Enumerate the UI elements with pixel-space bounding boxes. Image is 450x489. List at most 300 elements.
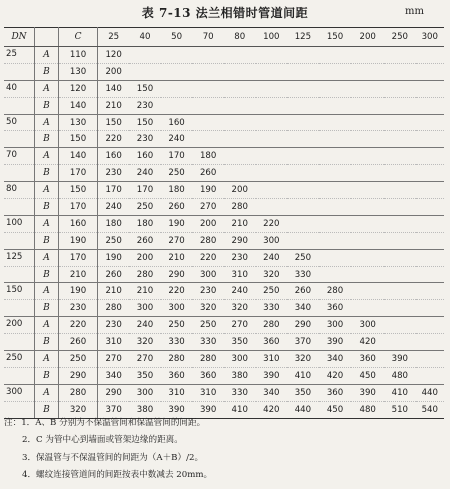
table-row — [4, 114, 444, 131]
spacing-cell: 230 — [98, 165, 130, 182]
type-cell: A — [34, 317, 58, 334]
spacing-cell — [192, 131, 224, 148]
c-value-cell: 160 — [58, 215, 97, 232]
spacing-cell — [256, 165, 288, 182]
c-value-cell: 280 — [58, 384, 97, 401]
spacing-cell — [224, 97, 256, 114]
spacing-cell: 360 — [319, 384, 352, 401]
spacing-cell: 320 — [129, 334, 161, 351]
spacing-cell — [256, 63, 288, 80]
dn-cell: 300 — [4, 384, 34, 401]
dn-cell: 100 — [4, 215, 34, 232]
type-cell: A — [34, 47, 58, 64]
type-cell: B — [34, 131, 58, 148]
spacing-cell: 210 — [161, 249, 193, 266]
spacing-cell: 480 — [351, 401, 384, 418]
type-cell: A — [34, 114, 58, 131]
spacing-cell: 300 — [161, 300, 193, 317]
spacing-cell — [351, 215, 384, 232]
spacing-cell: 440 — [287, 401, 319, 418]
spacing-cell — [416, 199, 444, 216]
c-value-cell: 190 — [58, 232, 97, 249]
note-line: 2．C 为管中心到墙面或管架边缘的距离。 — [22, 435, 183, 446]
spacing-cell — [161, 47, 193, 64]
spacing-cell: 320 — [256, 266, 288, 283]
spacing-cell: 330 — [224, 384, 256, 401]
spacing-cell — [287, 114, 319, 131]
spacing-cell: 200 — [224, 182, 256, 199]
spacing-cell — [384, 47, 416, 64]
spacing-cell — [224, 165, 256, 182]
spacing-cell: 240 — [256, 249, 288, 266]
table-row — [4, 283, 444, 300]
spacing-cell — [416, 249, 444, 266]
spacing-cell — [192, 63, 224, 80]
spacing-cell — [384, 249, 416, 266]
spacing-cell — [287, 97, 319, 114]
type-cell: B — [34, 300, 58, 317]
spacing-cell — [351, 300, 384, 317]
spacing-cell — [319, 114, 352, 131]
spacing-cell — [287, 165, 319, 182]
note-line: 4．螺纹连接管道间的间距按表中数减去 20mm。 — [22, 470, 213, 481]
c-value-cell: 130 — [58, 114, 97, 131]
table-row — [4, 131, 444, 148]
spacing-cell — [287, 47, 319, 64]
c-value-cell: 170 — [58, 165, 97, 182]
spacing-cell: 150 — [98, 114, 130, 131]
header-dn-value: 50 — [161, 28, 193, 47]
dn-cell — [4, 300, 34, 317]
c-value-cell: 290 — [58, 367, 97, 384]
spacing-cell: 260 — [192, 165, 224, 182]
dn-cell: 150 — [4, 283, 34, 300]
spacing-cell — [351, 199, 384, 216]
c-value-cell: 210 — [58, 266, 97, 283]
spacing-cell: 250 — [287, 249, 319, 266]
spacing-cell — [416, 165, 444, 182]
spacing-cell — [256, 199, 288, 216]
spacing-cell — [129, 63, 161, 80]
spacing-cell: 420 — [256, 401, 288, 418]
table-row — [4, 249, 444, 266]
spacing-cell — [319, 199, 352, 216]
spacing-cell: 330 — [287, 266, 319, 283]
spacing-cell: 230 — [192, 283, 224, 300]
spacing-cell: 120 — [98, 47, 130, 64]
spacing-cell — [287, 232, 319, 249]
type-cell: B — [34, 63, 58, 80]
header-dn-value: 125 — [287, 28, 319, 47]
spacing-cell: 390 — [256, 367, 288, 384]
spacing-cell — [351, 131, 384, 148]
spacing-cell — [256, 182, 288, 199]
spacing-cell — [416, 334, 444, 351]
type-cell: B — [34, 401, 58, 418]
spacing-cell — [416, 148, 444, 165]
note-line: 3．保温管与不保温管间的间距为（A＋B）/2。 — [22, 452, 204, 463]
spacing-cell — [161, 80, 193, 97]
spacing-cell: 290 — [224, 232, 256, 249]
spacing-cell: 210 — [224, 215, 256, 232]
spacing-cell: 160 — [129, 148, 161, 165]
spacing-cell: 450 — [319, 401, 352, 418]
spacing-cell: 310 — [192, 384, 224, 401]
spacing-cell — [319, 131, 352, 148]
table-row — [4, 317, 444, 334]
table-title: 表 7-13 法兰相错时管道间距 — [141, 6, 309, 20]
type-cell: B — [34, 367, 58, 384]
spacing-cell: 390 — [319, 334, 352, 351]
c-value-cell: 130 — [58, 63, 97, 80]
spacing-cell: 230 — [129, 97, 161, 114]
spacing-cell: 540 — [416, 401, 444, 418]
dn-cell: 70 — [4, 148, 34, 165]
spacing-cell — [416, 63, 444, 80]
spacing-cell — [319, 148, 352, 165]
spacing-cell: 190 — [161, 215, 193, 232]
spacing-cell: 140 — [98, 80, 130, 97]
spacing-cell — [384, 215, 416, 232]
spacing-cell: 370 — [98, 401, 130, 418]
spacing-cell: 340 — [287, 300, 319, 317]
dn-cell: 40 — [4, 80, 34, 97]
spacing-cell — [416, 182, 444, 199]
spacing-cell: 230 — [98, 317, 130, 334]
table-row — [4, 165, 444, 182]
header-type — [34, 28, 58, 47]
spacing-cell: 360 — [192, 367, 224, 384]
spacing-cell: 290 — [161, 266, 193, 283]
spacing-cell: 320 — [224, 300, 256, 317]
c-value-cell: 250 — [58, 351, 97, 368]
spacing-cell: 300 — [224, 351, 256, 368]
spacing-cell: 290 — [287, 317, 319, 334]
table-row — [4, 351, 444, 368]
type-cell: B — [34, 165, 58, 182]
dn-cell: 200 — [4, 317, 34, 334]
table-row — [4, 97, 444, 114]
spacing-cell: 220 — [192, 249, 224, 266]
table-row — [4, 148, 444, 165]
spacing-cell: 240 — [129, 317, 161, 334]
spacing-cell: 280 — [129, 266, 161, 283]
header-dn: DN — [4, 28, 34, 47]
type-cell: A — [34, 351, 58, 368]
spacing-cell — [384, 300, 416, 317]
header-row — [4, 28, 444, 47]
table-row — [4, 300, 444, 317]
spacing-cell — [319, 249, 352, 266]
spacing-cell: 160 — [98, 148, 130, 165]
spacing-cell: 410 — [224, 401, 256, 418]
spacing-cell — [224, 47, 256, 64]
c-value-cell: 320 — [58, 401, 97, 418]
spacing-cell — [384, 148, 416, 165]
spacing-cell — [224, 131, 256, 148]
spacing-cell: 420 — [319, 367, 352, 384]
spacing-cell: 250 — [192, 317, 224, 334]
spacing-cell: 180 — [161, 182, 193, 199]
spacing-cell — [384, 114, 416, 131]
spacing-cell — [351, 249, 384, 266]
spacing-cell: 300 — [256, 232, 288, 249]
c-value-cell: 150 — [58, 182, 97, 199]
spacing-cell: 410 — [384, 384, 416, 401]
spacing-cell — [384, 182, 416, 199]
spacing-cell — [256, 47, 288, 64]
table-row — [4, 47, 444, 64]
header-dn-value: 25 — [98, 28, 130, 47]
type-cell: A — [34, 215, 58, 232]
header-dn-value: 300 — [416, 28, 444, 47]
table-row — [4, 182, 444, 199]
spacing-cell — [256, 131, 288, 148]
spacing-cell — [351, 266, 384, 283]
spacing-cell — [287, 182, 319, 199]
table-row — [4, 232, 444, 249]
dn-cell — [4, 266, 34, 283]
header-dn-value: 100 — [256, 28, 288, 47]
spacing-cell: 180 — [98, 215, 130, 232]
type-cell: B — [34, 266, 58, 283]
spacing-cell — [351, 148, 384, 165]
spacing-cell: 250 — [161, 165, 193, 182]
spacing-cell: 330 — [256, 300, 288, 317]
spacing-cell — [319, 232, 352, 249]
c-value-cell: 140 — [58, 97, 97, 114]
type-cell: A — [34, 249, 58, 266]
spacing-cell: 300 — [129, 300, 161, 317]
spacing-cell: 310 — [98, 334, 130, 351]
header-dn-value: 200 — [351, 28, 384, 47]
spacing-cell — [351, 182, 384, 199]
spacing-cell: 300 — [351, 317, 384, 334]
spacing-cell — [319, 97, 352, 114]
c-value-cell: 140 — [58, 148, 97, 165]
spacing-cell: 350 — [224, 334, 256, 351]
table-row — [4, 215, 444, 232]
spacing-cell: 270 — [192, 199, 224, 216]
type-cell: B — [34, 199, 58, 216]
spacing-cell: 220 — [256, 215, 288, 232]
spacing-cell — [384, 283, 416, 300]
spacing-cell: 200 — [192, 215, 224, 232]
spacing-cell — [319, 63, 352, 80]
spacing-cell: 360 — [161, 367, 193, 384]
dn-cell — [4, 165, 34, 182]
table-row — [4, 266, 444, 283]
dn-cell: 250 — [4, 351, 34, 368]
dn-cell: 80 — [4, 182, 34, 199]
spacing-cell — [384, 199, 416, 216]
type-cell: A — [34, 283, 58, 300]
type-cell: A — [34, 80, 58, 97]
spacing-cell — [416, 351, 444, 368]
spacing-cell: 280 — [161, 351, 193, 368]
dn-cell — [4, 199, 34, 216]
spacing-cell: 390 — [384, 351, 416, 368]
spacing-cell — [319, 165, 352, 182]
spacing-cell — [287, 131, 319, 148]
spacing-cell: 270 — [129, 351, 161, 368]
spacing-cell: 200 — [98, 63, 130, 80]
spacing-cell: 240 — [161, 131, 193, 148]
spacing-cell: 260 — [129, 232, 161, 249]
table-body — [4, 47, 444, 419]
spacing-cell: 340 — [98, 367, 130, 384]
c-value-cell: 110 — [58, 47, 97, 64]
spacing-cell: 180 — [129, 215, 161, 232]
note-line: 注：1．A、B 分别为不保温管间和保温管间的间距。 — [4, 418, 206, 428]
spacing-cell — [351, 232, 384, 249]
spacing-cell — [416, 266, 444, 283]
spacing-cell: 280 — [224, 199, 256, 216]
spacing-cell: 230 — [129, 131, 161, 148]
spacing-cell: 440 — [416, 384, 444, 401]
spacing-cell: 250 — [256, 283, 288, 300]
spacing-cell: 160 — [161, 114, 193, 131]
spacing-cell: 150 — [129, 80, 161, 97]
spacing-cell: 220 — [98, 131, 130, 148]
table-row — [4, 367, 444, 384]
c-value-cell: 220 — [58, 317, 97, 334]
c-value-cell: 260 — [58, 334, 97, 351]
spacing-cell: 150 — [129, 114, 161, 131]
type-cell: A — [34, 384, 58, 401]
spacing-cell: 450 — [351, 367, 384, 384]
spacing-cell — [319, 215, 352, 232]
spacing-cell: 340 — [256, 384, 288, 401]
spacing-cell: 250 — [161, 317, 193, 334]
spacing-cell: 340 — [319, 351, 352, 368]
spacing-cell: 230 — [224, 249, 256, 266]
header-dn-value: 250 — [384, 28, 416, 47]
spacing-cell — [416, 300, 444, 317]
spacing-cell: 210 — [98, 97, 130, 114]
dn-cell: 125 — [4, 249, 34, 266]
spacing-cell: 240 — [129, 165, 161, 182]
header-dn-value: 80 — [224, 28, 256, 47]
spacing-cell — [319, 47, 352, 64]
spacing-cell: 310 — [224, 266, 256, 283]
spacing-cell — [351, 63, 384, 80]
spacing-cell — [161, 63, 193, 80]
spacing-cell: 270 — [224, 317, 256, 334]
spacing-cell — [192, 47, 224, 64]
spacing-cell: 300 — [192, 266, 224, 283]
spacing-cell: 290 — [98, 384, 130, 401]
spacing-cell: 380 — [224, 367, 256, 384]
spacing-cell — [384, 165, 416, 182]
spacing-cell — [416, 283, 444, 300]
spacing-cell: 390 — [351, 384, 384, 401]
spacing-cell: 420 — [351, 334, 384, 351]
spacing-cell — [384, 317, 416, 334]
spacing-cell: 240 — [98, 199, 130, 216]
spacing-cell — [256, 80, 288, 97]
spacing-cell: 280 — [319, 283, 352, 300]
spacing-cell: 390 — [161, 401, 193, 418]
spacing-cell: 170 — [161, 148, 193, 165]
spacing-cell: 330 — [161, 334, 193, 351]
spacing-cell — [319, 266, 352, 283]
spacing-cell: 350 — [287, 384, 319, 401]
spacing-cell — [416, 97, 444, 114]
spacing-cell: 210 — [98, 283, 130, 300]
table-row — [4, 384, 444, 401]
dn-cell: 25 — [4, 47, 34, 64]
header-c: C — [58, 28, 97, 47]
spacing-cell: 350 — [129, 367, 161, 384]
c-value-cell: 190 — [58, 283, 97, 300]
spacing-cell — [224, 80, 256, 97]
spacing-cell — [416, 317, 444, 334]
table-row — [4, 334, 444, 351]
spacing-cell: 410 — [287, 367, 319, 384]
spacing-cell: 270 — [98, 351, 130, 368]
c-value-cell: 120 — [58, 80, 97, 97]
spacing-cell: 510 — [384, 401, 416, 418]
spacing-cell: 330 — [192, 334, 224, 351]
spacing-cell — [224, 63, 256, 80]
type-cell: B — [34, 97, 58, 114]
table-row — [4, 63, 444, 80]
type-cell: B — [34, 232, 58, 249]
spacing-cell: 260 — [161, 199, 193, 216]
spacing-cell: 310 — [256, 351, 288, 368]
spacing-cell: 180 — [192, 148, 224, 165]
dn-cell — [4, 97, 34, 114]
spacing-cell — [351, 97, 384, 114]
spacing-cell — [416, 215, 444, 232]
header-dn-value: 70 — [192, 28, 224, 47]
spacing-cell: 210 — [129, 283, 161, 300]
spacing-cell — [351, 283, 384, 300]
dn-cell — [4, 334, 34, 351]
spacing-cell: 360 — [256, 334, 288, 351]
spacing-cell — [416, 80, 444, 97]
spacing-cell — [224, 148, 256, 165]
dn-cell — [4, 131, 34, 148]
table-row — [4, 199, 444, 216]
spacing-cell — [256, 148, 288, 165]
spacing-cell: 320 — [287, 351, 319, 368]
spacing-cell — [351, 114, 384, 131]
spacing-cell — [384, 63, 416, 80]
spacing-cell — [416, 232, 444, 249]
spacing-cell: 170 — [98, 182, 130, 199]
spacing-cell: 200 — [129, 249, 161, 266]
spacing-cell — [287, 148, 319, 165]
dn-cell — [4, 367, 34, 384]
spacing-cell — [351, 47, 384, 64]
spacing-cell — [416, 131, 444, 148]
c-value-cell: 150 — [58, 131, 97, 148]
spacing-cell — [384, 97, 416, 114]
c-value-cell: 170 — [58, 249, 97, 266]
spacing-cell: 300 — [319, 317, 352, 334]
spacing-cell — [351, 80, 384, 97]
spacing-cell — [224, 114, 256, 131]
header-dn-value: 40 — [129, 28, 161, 47]
spacing-cell — [161, 97, 193, 114]
spacing-cell: 260 — [98, 266, 130, 283]
c-value-cell: 170 — [58, 199, 97, 216]
dn-cell — [4, 63, 34, 80]
pipe-spacing-table — [4, 27, 444, 419]
type-cell: A — [34, 182, 58, 199]
